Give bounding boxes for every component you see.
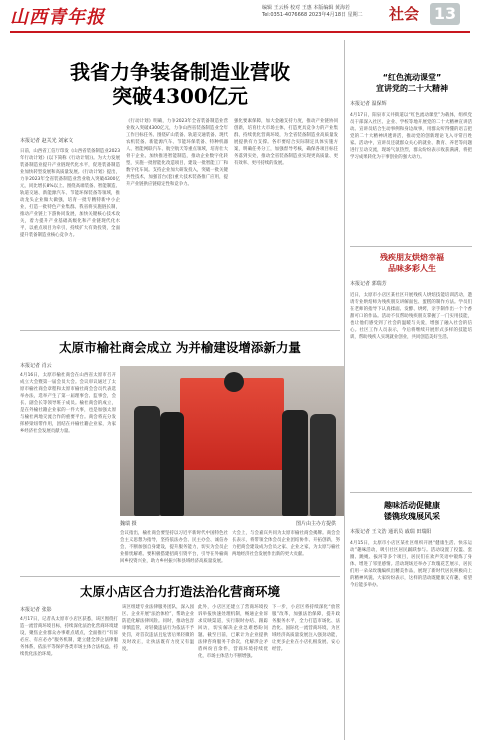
photo-figure [224, 372, 244, 392]
article-divider [20, 330, 340, 331]
article3-title: 太原小店区合力打造法治化营商环境 [79, 584, 280, 599]
sidebar2-body: 近日，太原市小店区某社区开展残疾人烘焙技能培训活动，邀请专业烘焙师为残疾朋友讲解面包、蛋糕的制作方法。学员们在老师的指导下认真揉面、发酵、烘烤，亲手制作出一个个香甜可口的作品。活动不仅帮助残疾朋友掌握了一门实用技能，也让他们感受到了社会的温暖与关爱，增强了融入社会的信心。社区工作人员表示，今后将继续开展形式多样的技能培训，帮助残疾人实现就业创业，共同创造美好生活。 [350, 293, 472, 340]
sidebar3-byline: 本报记者 王文浩 通讯员 戚瑞 田瑞阳 [350, 529, 432, 535]
sidebar1-title [350, 72, 474, 94]
article2-byline: 本报记者 肖云 [20, 363, 52, 369]
masthead-meta [262, 5, 363, 19]
sidebar3-title-line1: 趣味活动促健康 [384, 501, 440, 510]
photo-figure [160, 412, 184, 516]
article1-byline: 本报记者 赵关光 刘家文 [20, 138, 74, 144]
photo-credit: 魏瑞 摄 [120, 521, 137, 527]
article3-column-3: 此外，小店区还建立了营商环境投诉举报快速处理机制，畅通企业诉求反映渠道，实行限时办结、跟踪回访，切实解决企业急难愁盼问题。截至目前，已累计为企业提供法律咨询服务千余次，化解涉企矛盾纠纷百余件，营商环境持续优化，市场主体活力不断增强。 [198, 605, 268, 659]
sidebar2-title [350, 252, 474, 274]
photo-figure [310, 414, 336, 516]
photo-caption: 图片由主办方提供 [296, 521, 337, 527]
newspaper-logo: 山西青年报 [10, 7, 105, 28]
sidebar3-body: 4月15日，太原市小店区某社区组织开展“健康生活、快乐运动”趣味活动，吸引社区居民踊跃参与。活动设置了投篮、套圈、跳绳、拔河等多个项目，居民们在欢声笑语中锻炼了身体、增进了邻里感情。活动现场还举办了玫瑰花艺展示，居民们用一朵朵玫瑰编织出精美作品，展现了新时代居民积极向上的精神风貌。大家纷纷表示，这样的活动既健康又有趣，希望今后能多举办。 [350, 541, 472, 588]
sidebar3-title-line2: 镂镌玫瑰展风采 [384, 512, 440, 521]
article3-column-2: 该区组建专业法律服务团队，深入园区、企业开展“法治体检”，帮助企业防范化解法律风险。同时，推动包容审慎监管，对轻微违法行为依法不予处罚，对首次违法且危害后果轻微的及时改正，让执法既有力度又有温度。 [122, 605, 194, 652]
article2-title: 太原市榆社商会成立 为并榆建设增添新力量 [59, 340, 301, 355]
article1-title-line2: 突破4300亿元 [112, 84, 248, 108]
sidebar2-byline: 本报记者 郭瑞芳 [350, 281, 387, 287]
sidebar1-title-line2: 宣讲党的二十大精神 [376, 84, 448, 93]
masthead-meta-date: Tel:0351-4076668 2023年4月18日 星期二 [262, 12, 363, 18]
news-photo [120, 366, 344, 516]
masthead-rule [10, 31, 470, 33]
section-name: 社会 [389, 5, 420, 23]
sidebar2-title-line2: 品味多彩人生 [388, 264, 436, 273]
sidebar2-title-line1: 残疾朋友烘焙幸福 [380, 253, 444, 262]
article1-title-line1: 我省力争装备制造业营收 [70, 60, 290, 84]
sidebar1-title-line1: “红色流动课堂” [382, 73, 442, 82]
sidebar1-byline: 本报记者 温保辉 [350, 101, 387, 107]
article1-column-1: 日前，山西省工信厅印发《山西省装备制造业2023年行动计划》(以下简称《行动计划》)。为大力发展装备制造业提升产业链现代化水平，促进装备制造业加快转型发展和高质量发展。《行动计划》提出，力争2023年全省装备制造业营业收入突破4300亿元，同比增长8%以上。围绕高端装备、智能制造、轨道交通、新能源汽车、节能环保装备等领域，推动龙头企业做大做强，培育一批专精特新中小企业，打造一批特色产业集群。我省将实施链长制，推动产业链上下游协同发展，加快关键核心技术攻关，着力提升产业基础高级化和产业链现代化水平，以重点项目为牵引，持续扩大有效投资，全面提升装备制造业核心竞争力。 [20, 149, 120, 238]
article1-column-3: 强化要素保障，加大金融支持力度，推动产业链协同创新，培育壮大市场主体，打造更具竞争力的产业集群，持续优化营商环境，为全省装备制造业高质量发展提供有力支撑。各市要结合实际制定具体实施方案，明确任务分工，加强督导考核，确保各项目标任务落到实处，推动全省装备制造业实现更高质量、更有效率、更可持续的发展。 [234, 119, 338, 166]
article2-column-2: 会议指出，榆社商会要坚持以习近平新时代中国特色社会主义思想为指导，坚持依法办会、民主办会、诚信办会，不断加强自身建设，提升服务能力，切实为会员企业排忧解难。要积极搭建招商引资平台，引导在外榆商回乡投资兴业，助力乡村振兴和县域经济高质量发展。 [120, 531, 228, 564]
article3-column-4: 下一步，小店区将持续深化“放管服”改革，加强法治保障，提升政务服务水平，全力打造市场化、法治化、国际化一流营商环境，为区域经济高质量发展注入强劲动能，让更多企业在小店扎根发展、安心经营。 [272, 605, 340, 652]
article1-column-2: 《行动计划》明确，力争2023年全省装备制造业营业收入突破4300亿元，力争山西省装备制造业全年工作目标任务。围绕矿山装备、轨道交通装备、现代农机装备、新能源汽车、节能环保装备、特种机器人、智能网联汽车、航空航天等重点领域，培育壮大骨干企业。加快推进智能制造，推动企业数字化转型，实施一批智能化改造项目，建设一批智能工厂和数字化车间。支持企业加大研发投入，突破一批关键共性技术，加强首台(套)重大技术装备推广应用，提升产业链供应链稳定性和竞争力。 [126, 119, 228, 187]
photo-figure [134, 406, 160, 516]
sidebar3-title [350, 500, 474, 522]
article2-column-3: 大会上，与会嘉宾共同为太原市榆社商会揭牌。商会会长表示，将带领全体会员企业团结协作、开拓创新，努力把商会建设成为会员之家、企业之家，为太原与榆社两地经济社会发展作出新的更大贡献。 [232, 531, 340, 557]
article3-column-1: 4月17日，记者从太原市小店区获悉，该区围绕打造一流营商环境目标，持续深化法治化营商环境建设，聚焦企业群众办事难点堵点，全面推行“有诉必应、有应必办”服务机制，建立健全涉企法律服务体系，依法平等保护各类市场主体合法权益，持续优化法治环境。 [20, 617, 118, 657]
masthead-meta-editors: 编辑 王云桥 校对 王惠 本版编辑 黄海若 [262, 5, 350, 11]
article1-title [20, 60, 340, 108]
sidebar1-body: 4月17日，阳泉市义井街道以“红色流动课堂”为载体，组织党员干部深入社区、企业、学校等地开展党的二十大精神宣讲活动。宣讲员结合生动事例和身边故事，用群众听得懂的语言把党的二十大精神讲透讲活，推动党的创新理论飞入寻常百姓家。活动中，宣讲员还就群众关心的就业、教育、养老等问题进行互动交流，现场气氛热烈，群众纷纷表示收获满满，将把学习成果转化为干事创业的强大动力。 [350, 113, 472, 160]
article2-column-1: 4月16日，太原市榆社商会在山西省太原市召开成立大会暨第一届会员大会。会议审议通过了太原市榆社商会章程和太原市榆社商会会员代表选举办法，选举产生了第一届理事会、监事会，会长、副会长等领导班子成员。榆社商会的成立，是在外榆社籍企业家的一件大事，也是加强太原与榆社两地交流合作的重要平台。商会将充分发挥桥梁纽带作用，团结在并榆社籍企业家，为家乡经济社会发展贡献力量。 [20, 373, 116, 434]
sidebar-divider [350, 492, 472, 493]
article3-byline: 本报记者 张影 [20, 607, 52, 613]
sidebar-divider [350, 246, 472, 247]
article-divider [20, 576, 340, 577]
masthead [0, 0, 480, 40]
column-divider [344, 40, 345, 740]
photo-figure [282, 410, 308, 516]
page-number: 13 [430, 3, 460, 25]
